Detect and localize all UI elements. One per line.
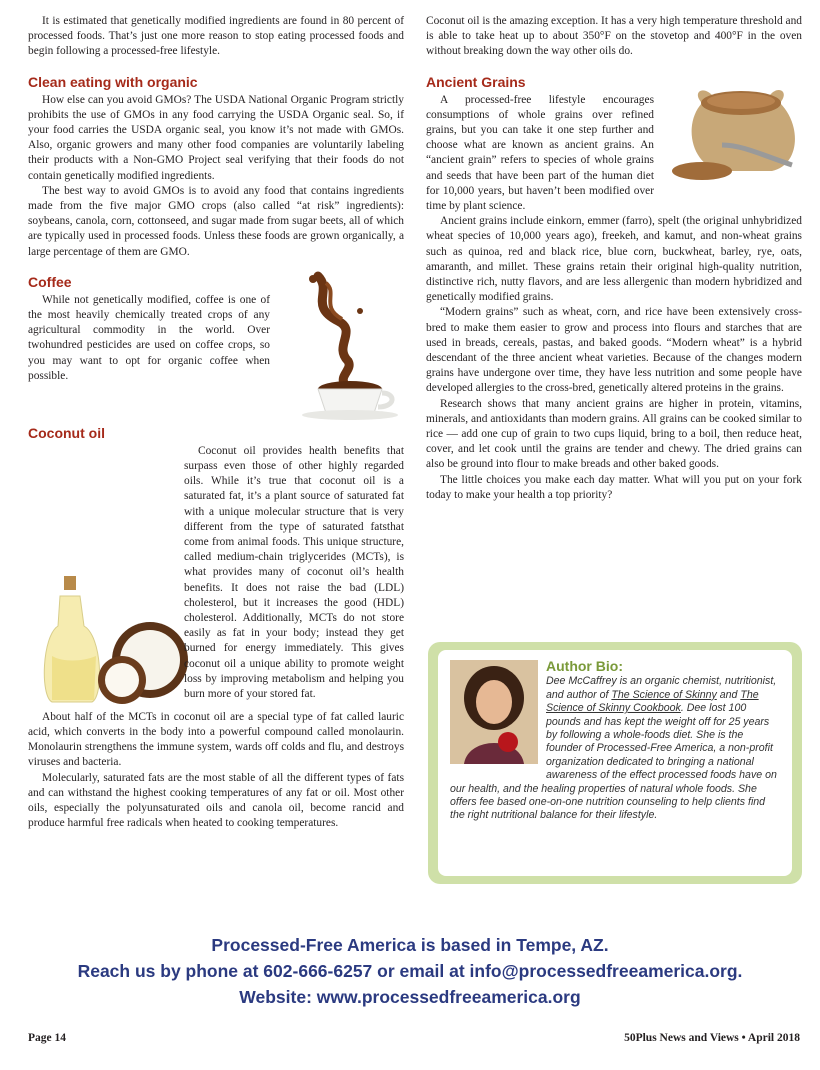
grains-paragraph-5: The little choices you make each day matter. What will you put on your fork today to make your health a top priority? xyxy=(426,473,802,501)
grains-paragraph-3: “Modern grains” such as wheat, corn, and rice have been extensively cross-bred to make them easier to grow and process into flours and starches that are used in breads, cereals, pastas, and baked goods. “Modern wheat” is a hybrid descendant of the three ancient wheat varieties. Because of the changes modern grains have undergone over time, they have less nutrition and some people have developed allergies to the cross-bred, genetically altered proteins in the grains. xyxy=(426,306,802,395)
grain-sack-image xyxy=(662,75,802,185)
heading-ancient-grains: Ancient Grains xyxy=(426,73,526,90)
grains-paragraph-2: Ancient grains include einkorn, emmer (farro), spelt (the original unhybridized wheat species of 10,000 years ago), freekeh, and kamut, and non-wheat grains such as quinoa, red and black rice, blue corn, buckwheat, barley, rye, oats, amaranth, and millet. These grains retain their original high-quality nutrition, distinctive rich, nutty flavors, and are less allergenic than modern hybridized and genetically modified grains. xyxy=(426,215,802,304)
author-bio-box xyxy=(428,642,802,884)
left-column xyxy=(28,14,404,831)
author-bio-inner xyxy=(438,650,792,876)
publication-info: 50Plus News and Views • April 2018 xyxy=(624,1032,800,1044)
heading-coconut-oil: Coconut oil xyxy=(28,424,105,441)
coffee-splash-image xyxy=(278,271,404,421)
coconut-paragraph-2: About half of the MCTs in coconut oil are a special type of fat called lauric acid, which converts in the body into a powerful compound called monolaurin. Monolaurin strengthens the immune system, wards off colds and flu, and destroys viruses and bacteria. xyxy=(28,710,404,769)
contact-footer xyxy=(0,932,820,1010)
coconut-continuation: Coconut oil is the amazing exception. It has a very high temperature threshold and is able to take heat up to about 350°F on the stovetop and 400°F in the oven without breaking down the way other oils do. xyxy=(426,15,802,58)
bio-text-2: and xyxy=(716,688,741,701)
coconut-oil-image xyxy=(28,576,176,706)
clean-paragraph-2: The best way to avoid GMOs is to avoid any food that contains ingredients made from the five major GMO crops (also called “at risk” ingredients): soybeans, canola, corn, cottonseed, and sugar made from sugar beets, all of which are typically used in processed foods. Unless these foods are grown organically, a large percentage of them are GMO. xyxy=(28,184,404,258)
coconut-paragraph-1-text: Coconut oil provides health benefits that surpass even those of other highly regarded oils. While it’s true that coconut oil is a saturated fat, it’s a plant source of saturated fat with a unique molecular structure that is very different from the type of saturated fatsthat come from animal foods. This unique structure, called medium-chain triglycerides (MCTs), is what provides many of coconut oil’s health benefits. It does not raise the bad (LDL) cholesterol, but it increases the good (HDL) cholesterol. Additionally, MCTs do not store easily as fat in your body; instead they get burned for energy immediately. This gives coconut oil a unique ability to promote weight loss by improving metabolism and helping you burn more of your stored fat. xyxy=(184,444,404,701)
coffee-paragraph: While not genetically modified, coffee is one of the most heavily chemically treated crops of any agricultural commodity in the world. Over twohundred pesticides are used on coffee crops, so you may want to opt for organic coffee when possible. xyxy=(28,293,270,382)
book-title-2: The Science of Skinny Cookbook xyxy=(546,688,759,715)
author-photo xyxy=(450,660,538,768)
author-bio-title: Author Bio: xyxy=(546,658,623,674)
grains-paragraph-1: A processed-free lifestyle encourages consumptions of whole grains over refined grains, but you can take it one step further and choose what are known as ancient grains. An “ancient grain” refers to species of whole grains and seeds that have been part of the human diet for 10,000 years, but haven’t been modified over time by plant science. xyxy=(426,93,654,213)
coconut-paragraph-1 xyxy=(28,444,404,702)
clean-paragraph-1: How else can you avoid GMOs? The USDA National Organic Program strictly prohibits the use of GMOs in any food carrying the USDA Organic seal. So, if your food carries the USDA organic seal, you know it’s not made with GMOs. Also, organic growers and many other food companies are voluntarily labeling their products with a Non-GMO Project seal verifying that their foods do not contain genetically modified ingredients. xyxy=(28,93,404,182)
bio-text-3: . Dee lost 100 pounds and has kept the weight off for 25 years by following a whole-foods diet. She is the founder of Processed-Free America, a non-profit organization dedicated to bringing a national awareness of the effect processed foods have on our health, and the healing properties of natural whole foods. She offers fee based one-on-one nutrition counseling to help clients find the right nutritional balance for their lifestyle. xyxy=(450,702,777,822)
footer-location: Processed-Free America is based in Tempe, AZ. xyxy=(211,935,609,955)
grains-paragraph-4: Research shows that many ancient grains are higher in protein, vitamins, minerals, and antioxidants than modern grains. All grains can be cooked similar to rice — add one cup of grain to two cups liquid, bring to a boil, then reduce heat, cover, and let cook until the grains are tender and chewy. The dried grains can also be ground into flour to make breads and other baked goods. xyxy=(426,397,802,471)
heading-clean-eating: Clean eating with organic xyxy=(28,73,198,90)
page-number: Page 14 xyxy=(28,1032,67,1044)
footer-phone-email: Reach us by phone at 602-666-6257 or email at info@processedfreeamerica.org. xyxy=(77,961,743,981)
footer-website: Website: www.processedfreeamerica.org xyxy=(239,987,581,1007)
coconut-paragraph-3: Molecularly, saturated fats are the most stable of all the different types of fats and can withstand the highest cooking temperatures of any fat or oil. Most other oils, especially the polyunsaturated oils and canola oil, become rancid and produce harmful free radicals when heated to cooking temperatures. xyxy=(28,771,404,830)
right-column xyxy=(426,14,802,503)
bio-text-1: Dee McCaffrey is an organic chemist, nutritionist, and author of xyxy=(546,675,777,701)
heading-coffee: Coffee xyxy=(28,273,72,290)
intro-paragraph: It is estimated that genetically modified ingredients are found in 80 percent of processed foods. That’s just one more reason to stop eating processed foods and begin following a processed-free lifestyle. xyxy=(28,15,404,58)
book-title-1: The Science of Skinny xyxy=(611,688,717,701)
